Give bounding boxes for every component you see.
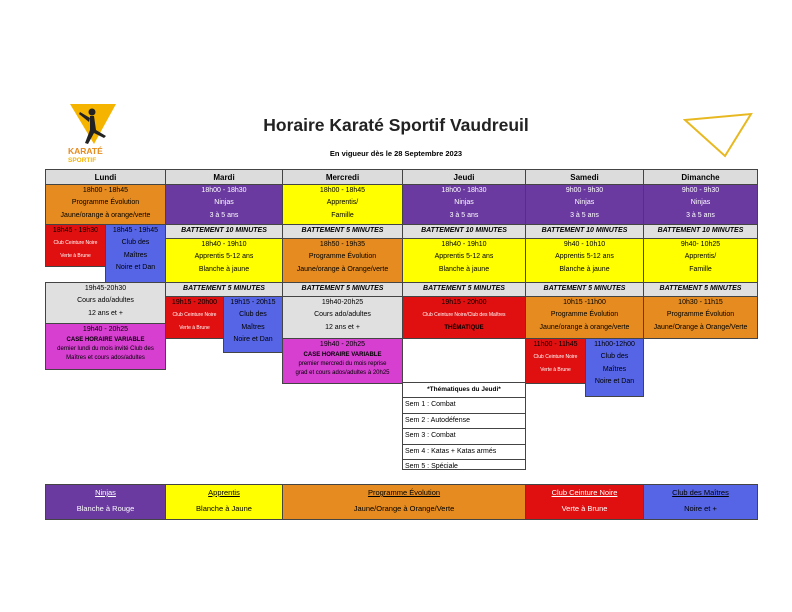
time: 18h00 - 18h45 [319, 187, 366, 194]
time: 19h40 - 20h25 [82, 326, 129, 333]
jeudi-ninjas-block [402, 184, 526, 225]
program: Club des [600, 353, 629, 361]
day-header-samedi: Samedi [525, 169, 644, 185]
jeudi-themes-box [402, 382, 526, 470]
time: 9h40- 10h25 [680, 241, 721, 248]
time: 19h15 - 20h00 [171, 299, 218, 306]
program: Ninjas [574, 199, 595, 207]
range: Noire et Dan [594, 377, 635, 385]
mercredi-battement: BATTEMENT 5 MINUTES [282, 224, 403, 239]
program: Apprentis 5-12 ans [555, 253, 614, 261]
variable-title: CASE HORAIRE VARIABLE [66, 337, 145, 344]
time: 18h45 - 19h45 [112, 227, 159, 234]
mardi-ninjas-block [165, 184, 283, 225]
mercredi-battement-2: BATTEMENT 5 MINUTES [282, 282, 403, 297]
program: Apprentis 5-12 ans [434, 253, 494, 261]
mardi-club-maitres-block [223, 296, 283, 353]
range: Jaune/Orange à Orange/Verte [653, 323, 748, 331]
range: Verte à Brune [179, 324, 210, 331]
dimanche-battement-2: BATTEMENT 5 MINUTES [643, 282, 758, 297]
samedi-battement: BATTEMENT 10 MINUTES [525, 224, 644, 239]
legend-name: Programme Évolution [367, 488, 441, 497]
program: Club Ceinture Noire [172, 312, 217, 319]
themes-title: *Thématiques du Jeudi* [427, 386, 501, 393]
samedi-club-maitres-block [585, 338, 644, 397]
mercredi-variable-block [282, 338, 403, 384]
page-subtitle: En vigueur dès le 28 Septembre 2023 [329, 149, 463, 158]
time: 10h30 - 11h15 [678, 299, 723, 306]
legend-ceinture-noire [525, 484, 644, 520]
range: Verte à Brune [60, 252, 91, 259]
program: Apprentis/ [326, 199, 359, 207]
range: 3 à 5 ans [209, 211, 239, 219]
theme-item: Sem 1 : Combat [403, 397, 525, 413]
program: Club Ceinture Noire/Club des Maîtres [422, 312, 506, 319]
range: Noire et Dan [233, 335, 273, 343]
time: 18h00 - 18h45 [82, 187, 129, 194]
program: Programme Évolution [308, 253, 377, 261]
range: Jaune/orange à orange/verte [60, 211, 151, 219]
logo-text: KARATÉ [68, 146, 103, 156]
time: 18h45 - 19h30 [52, 227, 99, 234]
samedi-battement-2: BATTEMENT 5 MINUTES [525, 282, 644, 297]
range: 12 ans et + [325, 323, 360, 331]
time: 9h00 - 9h30 [681, 187, 720, 194]
program: Cours ado/adultes [77, 297, 134, 305]
legend-range: Verte à Brune [561, 504, 608, 513]
dimanche-battement: BATTEMENT 10 MINUTES [643, 224, 758, 239]
time: 10h15 -11h00 [563, 299, 606, 306]
legend-club-maitres [643, 484, 758, 520]
program: Programme Évolution [71, 199, 140, 207]
legend-range: Blanche à Jaune [196, 504, 252, 513]
time: 18h00 - 18h30 [201, 187, 247, 194]
range: Jaune/orange à Orange/verte [296, 265, 389, 273]
lundi-ceinture-noire-block [45, 224, 106, 267]
time: 9h40 - 10h10 [563, 241, 606, 248]
time: 11h00-12h00 [594, 341, 635, 348]
time: 18h40 - 19h10 [441, 241, 487, 248]
variable-desc: dernier lundi du mois invité Club des [57, 346, 154, 353]
legend-range: Blanche à Rouge [76, 504, 135, 513]
time: 19h40-20h25 [321, 299, 364, 306]
time: 9h00 - 9h30 [565, 187, 604, 194]
day-header-mercredi: Mercredi [282, 169, 403, 185]
range: 3 à 5 ans [686, 211, 715, 219]
legend-ninjas [45, 484, 166, 520]
range: Jaune/orange à orange/verte [539, 323, 630, 331]
program: Ninjas [214, 199, 234, 207]
time: 11h00 - 11h45 [533, 341, 578, 348]
variable-desc2: Maîtres et cours ados/adultes [66, 355, 145, 362]
variable-desc2: grad et cours ados/adultes à 20h25 [295, 370, 390, 377]
lundi-club-maitres-block [105, 224, 166, 283]
legend-apprentis [165, 484, 283, 520]
mardi-battement: BATTEMENT 10 MINUTES [165, 224, 283, 239]
program: Club Ceinture Noire [533, 354, 578, 361]
mercredi-ado-adultes-block [282, 296, 403, 339]
program: Apprentis 5-12 ans [194, 253, 254, 261]
legend-name: Apprentis [208, 488, 240, 497]
program: Programme Évolution [666, 311, 735, 319]
logo-subtext: SPORTIF [68, 157, 97, 164]
range: 3 à 5 ans [449, 211, 479, 219]
samedi-apprentis-block [525, 238, 644, 283]
samedi-ceinture-noire-block [525, 338, 586, 384]
time: 18h00 - 18h30 [441, 187, 487, 194]
program: Apprentis/ [684, 253, 717, 261]
page-title: Horaire Karaté Sportif Vaudreuil [263, 115, 529, 135]
time: 19h15 - 20h15 [230, 299, 276, 306]
range: Noire et Dan [115, 263, 156, 271]
legend-evolution [282, 484, 526, 520]
legend-range: Jaune/Orange à Orange/Verte [353, 504, 455, 513]
program: Club Ceinture Noire [53, 240, 98, 247]
mercredi-evolution-block [282, 238, 403, 283]
mardi-apprentis-block [165, 238, 283, 283]
day-header-dimanche: Dimanche [643, 169, 758, 185]
legend-name: Club des Maîtres [672, 488, 729, 497]
range: Famille [331, 211, 354, 219]
legend-range: Noire et + [684, 504, 717, 513]
time: 19h45-20h30 [84, 285, 127, 292]
dimanche-evolution-block [643, 296, 758, 339]
thematique-label: THÉMATIQUE [444, 324, 484, 331]
jeudi-apprentis-block [402, 238, 526, 283]
lundi-evolution-block [45, 184, 166, 225]
jeudi-battement-2: BATTEMENT 5 MINUTES [402, 282, 526, 297]
mardi-ceinture-noire-block [165, 296, 224, 339]
legend-name: Ninjas [95, 488, 116, 497]
legend-name: Club Ceinture Noire [551, 488, 618, 497]
lundi-variable-block [45, 323, 166, 370]
range: Blanche à jaune [198, 265, 250, 273]
range: 3 à 5 ans [570, 211, 599, 219]
variable-title: CASE HORAIRE VARIABLE [303, 352, 382, 359]
jeudi-battement: BATTEMENT 10 MINUTES [402, 224, 526, 239]
program: Ninjas [690, 199, 711, 207]
range: Blanche à jaune [438, 265, 490, 273]
program: Club des [239, 311, 267, 319]
day-header-mardi: Mardi [165, 169, 283, 185]
day-header-jeudi: Jeudi [402, 169, 526, 185]
samedi-ninjas-block [525, 184, 644, 225]
program-line2: Maîtres [602, 365, 627, 373]
time: 19h15 - 20h00 [441, 299, 487, 306]
dimanche-apprentis-block [643, 238, 758, 283]
dimanche-ninjas-block [643, 184, 758, 225]
theme-item: Sem 4 : Katas + Katas armés [403, 444, 525, 460]
theme-item: Sem 5 : Spéciale [403, 459, 525, 470]
time: 18h40 - 19h10 [201, 241, 247, 248]
variable-desc: premier mercredi du mois reprise [298, 361, 387, 368]
jeudi-thematique-block [402, 296, 526, 339]
program: Club des [121, 239, 150, 247]
theme-item: Sem 3 : Combat [403, 428, 525, 444]
range: Blanche à jaune [559, 265, 610, 273]
time: 18h50 - 19h35 [319, 241, 366, 248]
range: Famille [689, 265, 712, 273]
program-line2: Maîtres [123, 251, 148, 259]
day-header-lundi: Lundi [45, 169, 166, 185]
mardi-battement-2: BATTEMENT 5 MINUTES [165, 282, 283, 297]
program-line2: Maîtres [241, 323, 265, 331]
program: Ninjas [454, 199, 474, 207]
program: Programme Évolution [550, 311, 619, 319]
range: Verte à Brune [540, 366, 571, 373]
mercredi-apprentis-block [282, 184, 403, 225]
theme-item: Sem 2 : Autodéfense [403, 413, 525, 429]
range: 12 ans et + [88, 309, 123, 317]
samedi-evolution-block [525, 296, 644, 339]
time: 19h40 - 20h25 [319, 341, 366, 348]
program: Cours ado/adultes [314, 311, 371, 319]
lundi-ado-adultes-block [45, 282, 166, 324]
